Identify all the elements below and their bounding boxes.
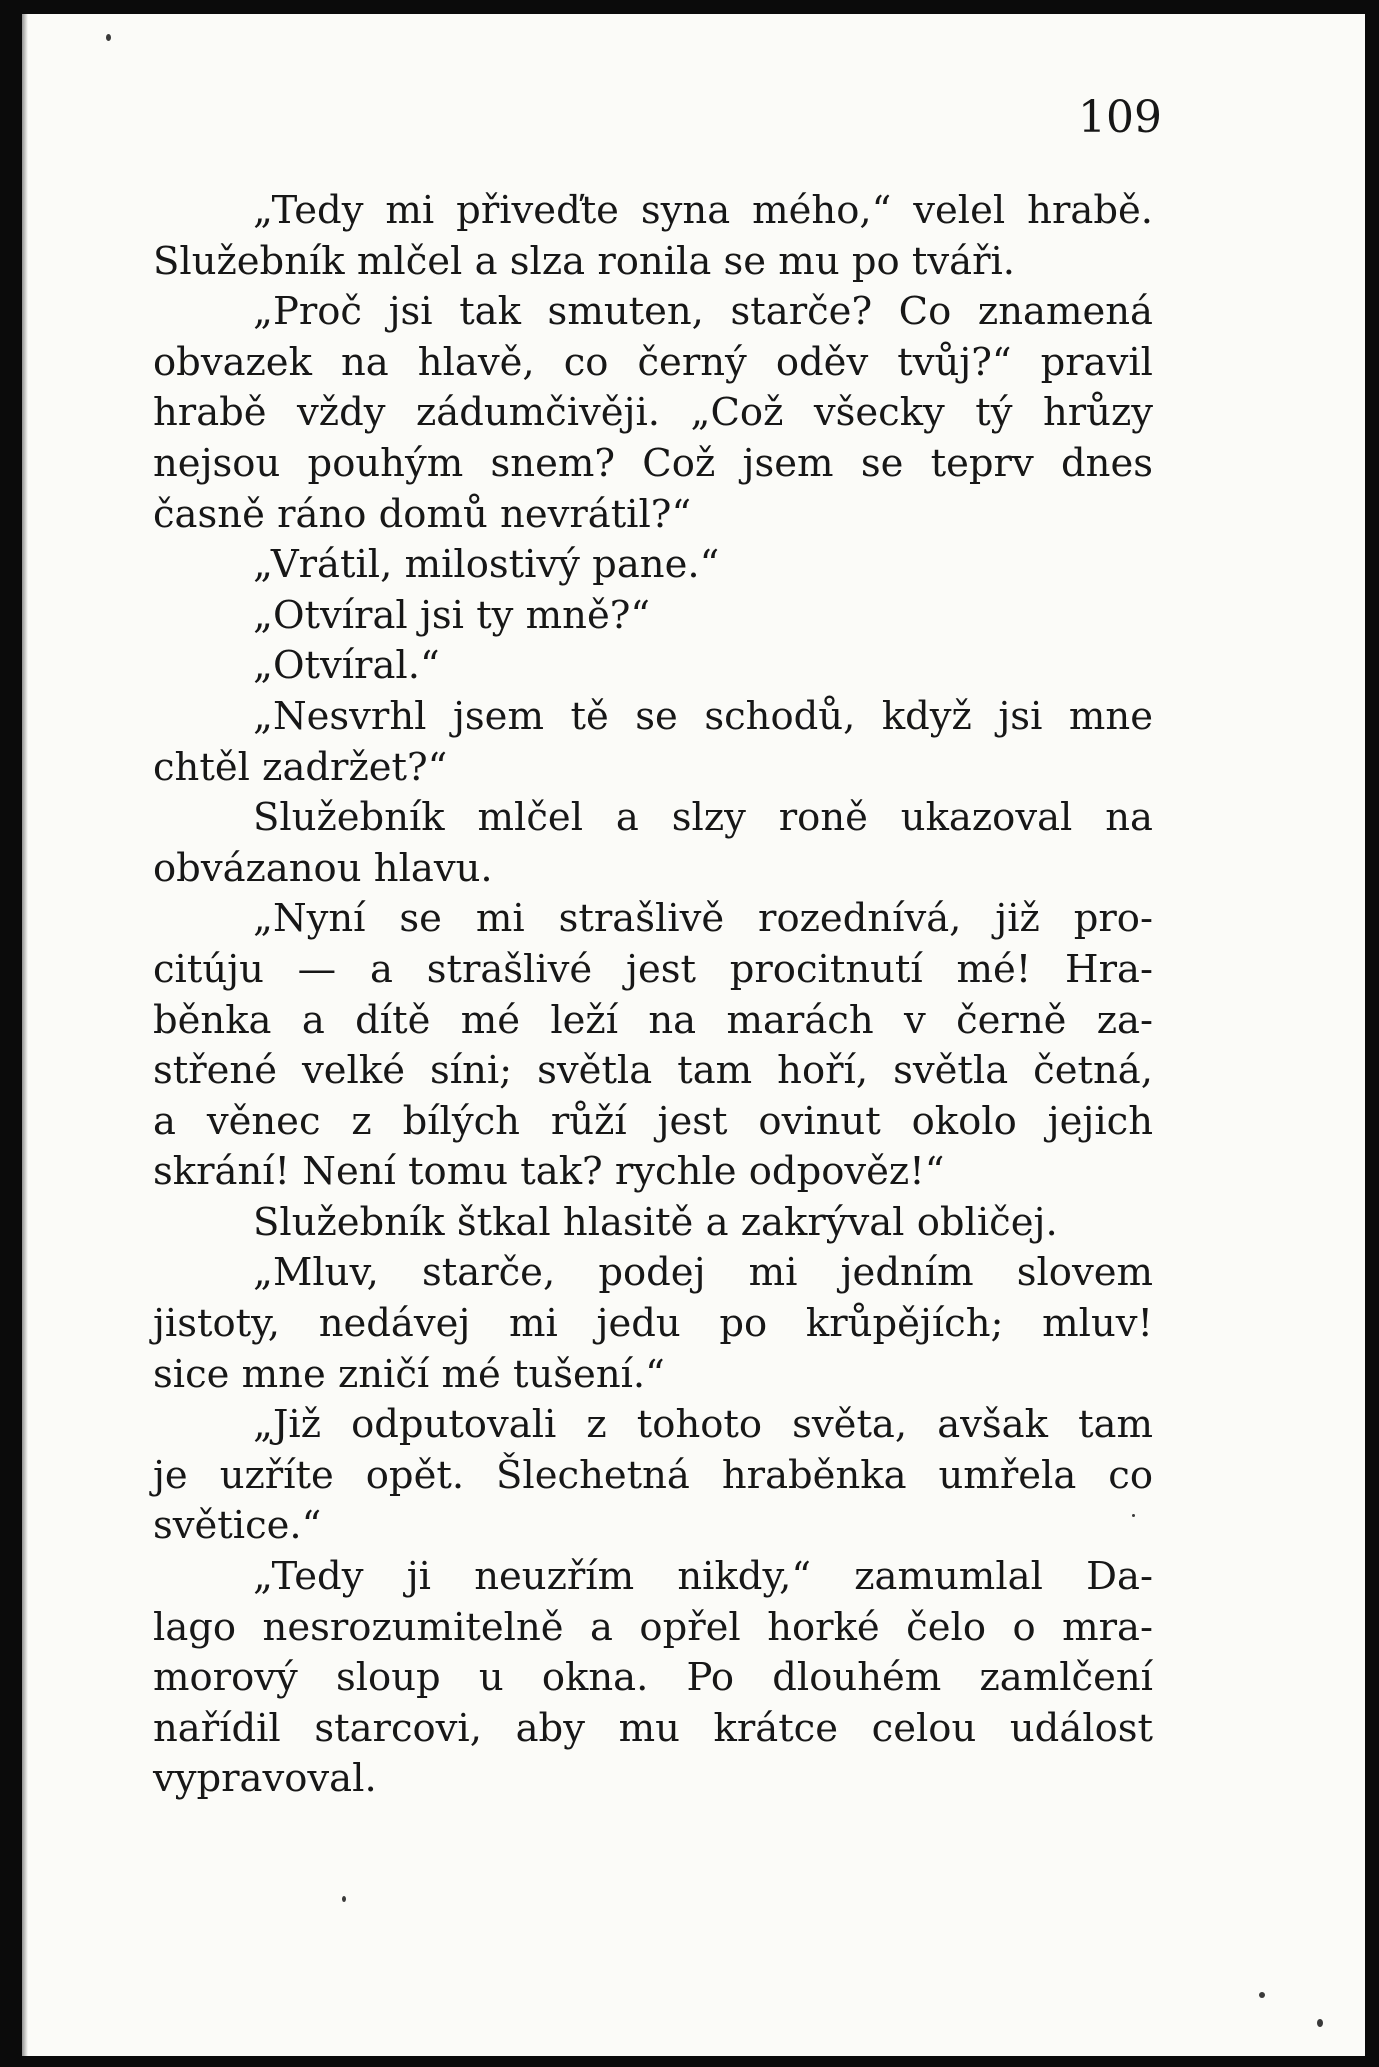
text-line: „Nesvrhl jsem tě se schodů, když jsi mne (253, 693, 1153, 739)
text-line: „Již odputovali z tohoto světa, avšak tam (253, 1402, 1153, 1448)
text-line: „Tedy ji neuzřím nikdy,“ zamumlal Da- (253, 1554, 1153, 1600)
text-line: lago nesrozumitelně a opřel horké čelo o mra- (153, 1604, 1153, 1650)
text-line: citúju — a strašlivé jest procitnutí mé! Hra- (153, 946, 1153, 992)
print-speck (342, 1896, 346, 1902)
text-line: „Vrátil, milostivý pane.“ (253, 542, 720, 588)
page-edge-shadow (22, 14, 28, 2056)
print-speck (1317, 2019, 1323, 2027)
text-line: a věnec z bílých růží jest ovinut okolo jejich (153, 1098, 1153, 1144)
body-text (153, 186, 1153, 1805)
text-line: běnka a dítě mé leží na marách v černě za- (153, 997, 1153, 1043)
text-line: „Tedy mi přiveďte syna mého,“ velel hrabě. (253, 188, 1153, 233)
text-line: „Mluv, starče, podej mi jedním slovem (253, 1250, 1153, 1296)
print-speck (106, 34, 111, 41)
text-line: „Otvíral.“ (253, 643, 440, 689)
text-line: morový sloup u okna. Po dlouhém zamlčení (153, 1655, 1153, 1701)
text-line: Služebník štkal hlasitě a zakrýval obličej. (253, 1199, 1058, 1245)
text-line: obvázanou hlavu. (153, 845, 493, 891)
text-line: hrabě vždy zádumčivěji. „Což všecky tý hrůzy (153, 390, 1153, 436)
print-speck (1132, 1514, 1135, 1517)
text-line: Služebník mlčel a slza ronila se mu po tváři. (153, 238, 1016, 284)
text-line: „Proč jsi tak smuten, starče? Co znamená (253, 289, 1153, 335)
text-line: vypravoval. (153, 1756, 377, 1802)
text-line: světice.“ (153, 1503, 322, 1549)
page-number: 109 (1078, 92, 1162, 143)
text-line: sice mne zničí mé tušení.“ (153, 1351, 665, 1397)
text-line: „Nyní se mi strašlivě rozednívá, již pro- (253, 896, 1153, 942)
text-line: Služebník mlčel a slzy roně ukazoval na (253, 795, 1153, 841)
text-line: časně ráno domů nevrátil?“ (153, 491, 692, 537)
book-page (22, 14, 1365, 2056)
text-line: chtěl zadržet?“ (153, 744, 448, 790)
text-line: je uzříte opět. Šlechetná hraběnka umřela co (153, 1452, 1153, 1498)
text-line: „Otvíral jsi ty mně?“ (253, 592, 651, 638)
text-line: střené velké síni; světla tam hoří, světla četná, (153, 1048, 1153, 1094)
text-line: skrání! Není tomu tak? rychle odpověz!“ (153, 1149, 945, 1195)
text-line: nařídil starcovi, aby mu krátce celou událost (153, 1705, 1153, 1751)
print-speck (1259, 1992, 1265, 1998)
text-line: obvazek na hlavě, co černý oděv tvůj?“ pravil (153, 339, 1153, 385)
text-line: nejsou pouhým snem? Což jsem se teprv dnes (153, 440, 1153, 486)
text-line: jistoty, nedávej mi jedu po krůpějích; mluv! (153, 1301, 1153, 1347)
